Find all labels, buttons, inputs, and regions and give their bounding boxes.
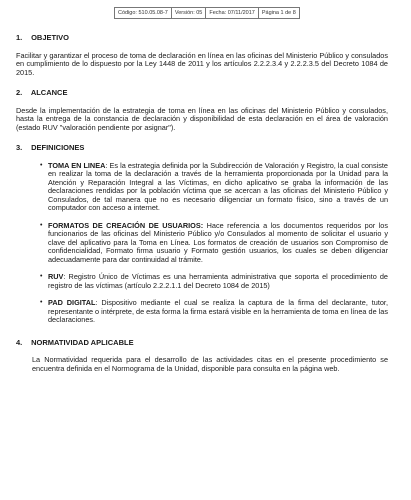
section-title-normatividad bbox=[16, 339, 388, 348]
section-heading: ALCANCE bbox=[30, 88, 68, 97]
definition-item bbox=[40, 272, 388, 290]
header-codigo: Código: 510.05.08-7 bbox=[115, 8, 172, 19]
definition-text: Hace referencia a los documentos requeridos por los funcionarios de las oficinas del Ministerio Público y/o Consulados al momento de solicitar el usuario y clave del aplicativo para la Toma en Línea. Los formatos de creación de usuarios son Compromiso de confidencialidad, Formato firma usuario y Formato gestión usuarios, los cuales se deben diligenciar adecuadamente para dar continuidad al trámite. bbox=[48, 220, 388, 264]
definition-term: PAD DIGITAL bbox=[48, 298, 96, 307]
header-version: Versión: 05 bbox=[171, 8, 206, 19]
definition-term: FORMATOS DE CREACIÓN DE USUARIOS: bbox=[48, 220, 204, 230]
header-fecha: Fecha: 07/11/2017 bbox=[206, 8, 258, 19]
section-heading: OBJETIVO bbox=[31, 33, 70, 42]
section-heading: DEFINICIONES bbox=[31, 143, 85, 152]
definition-item bbox=[40, 298, 388, 325]
definition-item bbox=[40, 160, 388, 213]
definition-text: : Dispositivo mediante el cual se realiza la captura de la firma del declarante, tutor, representante o intérprete, de esta forma la firma estará visible en la herramienta de toma en línea de las declaraciones. bbox=[48, 298, 388, 324]
section-number: 4. bbox=[16, 337, 23, 347]
header-pagina: Página 1 de 8 bbox=[258, 8, 299, 19]
objetivo-paragraph: Facilitar y garantizar el proceso de toma de declaración en línea en las oficinas del Ministerio Público y consulados en cumplimiento de lo dispuesto por la Ley 1448 de 2011 y los artículos 2.2.2.3.4 y 2.2.2.3.5 del Decreto 1084 de 2015. bbox=[16, 50, 388, 77]
section-title-objetivo bbox=[16, 34, 388, 43]
definitions-list bbox=[40, 160, 388, 325]
section-number: 2. bbox=[16, 88, 23, 97]
normatividad-paragraph: La Normatividad requerida para el desarrollo de las actividades citas en el presente procedimiento se encuentra definida en el Normograma de la Unidad, disponible para consulta en la página web. bbox=[32, 355, 388, 373]
definition-text: : Es la estrategia definida por la Subdirección de Valoración y Registro, la cual consiste en realizar la toma de la declaración a través de la herramienta proporcionada por la Unidad para la Atención y Reparación Integral a las Víctimas, en dicho aplicativo se graba la información de las declaraciones rendidas por la población víctima que se acercan a las oficinas del Ministerio Público y Consulados, de tal manera que no es necesario diligenciar un formato físico, sino a través de un computador con acceso a internet. bbox=[48, 160, 388, 212]
section-heading: NORMATIVIDAD APLICABLE bbox=[31, 337, 134, 347]
section-number: 1. bbox=[16, 33, 23, 42]
bullet-icon: • bbox=[40, 161, 43, 169]
definition-item bbox=[40, 220, 388, 265]
section-number: 3. bbox=[16, 143, 23, 152]
bullet-icon: • bbox=[40, 299, 43, 306]
bullet-icon: • bbox=[40, 221, 43, 229]
alcance-paragraph: Desde la implementación de la estrategia de toma en línea en las oficinas del Ministerio Público y consulados, hasta la entrega de la constancia de declaración y disponibilidad de esta declaración en el área de valoración (estado RUV "valoración pendiente por asignar"). bbox=[16, 105, 388, 132]
document-body bbox=[16, 34, 388, 385]
section-title-definiciones bbox=[16, 144, 388, 153]
document-header-table bbox=[114, 7, 300, 19]
definition-term: RUV bbox=[48, 272, 64, 281]
section-title-alcance bbox=[16, 89, 388, 98]
definition-text: : Registro Único de Víctimas es una herramienta administrativa que soporta el procedimiento de registro de las víctimas (artículo 2.2.2.1.1 del Decreto 1084 de 2015) bbox=[48, 272, 388, 290]
definition-term: TOMA EN LINEA bbox=[48, 160, 106, 170]
bullet-icon: • bbox=[40, 273, 43, 280]
